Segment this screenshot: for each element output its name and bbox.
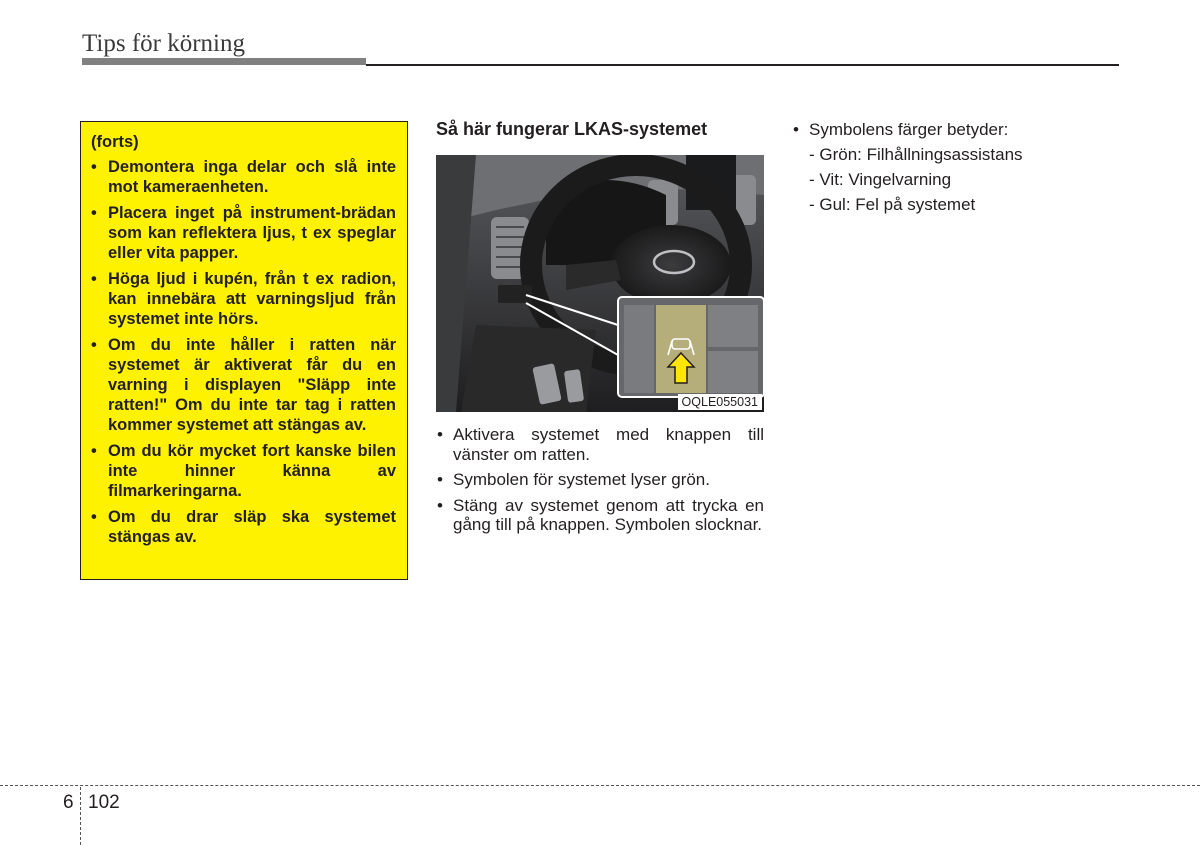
section-heading: Så här fungerar LKAS-systemet [436,119,708,139]
list-item: • Stäng av systemet genom att trycka en gång till på knappen. Symbolen slocknar. [436,496,764,535]
caution-heading: (forts) [91,133,139,151]
caution-list [91,157,396,547]
list-item: • Aktivera systemet med knappen till vänster om ratten. [436,425,764,464]
caution-item: • Höga ljud i kupén, från t ex radion, kan innebära att varningsljud från systemet inte hörs. [91,269,396,329]
dashboard-illustration [436,155,764,412]
caution-item: • Om du inte håller i ratten när systemet är aktiverat får du en varning i displayen "Släpp inte ratten!" Om du inte tar tag i ratten kommer systemet att stängas av. [91,335,396,435]
footer-divider [80,787,81,845]
color-line: - Gul: Fel på systemet [809,195,976,214]
caution-item: • Om du drar släp ska systemet stängas av. [91,507,396,547]
caution-box [80,121,408,580]
chapter-number: 6 [63,792,74,813]
caution-item: • Demontera inga delar och slå inte mot kameraenheten. [91,157,396,197]
color-line: - Grön: Filhållningsassistans [809,145,1023,164]
dashboard-photo [436,155,764,412]
caution-item: • Placera inget på instrument-brädan som kan reflektera ljus, t ex speglar eller vita papper. [91,203,396,263]
page-header-title: Tips för körning [82,30,245,57]
lkas-steps-list [436,425,764,541]
header-rule [366,64,1119,66]
footer-rule [0,785,1200,786]
symbol-colors-intro: • Symbolens färger betyder: [792,117,1112,142]
color-line: - Vit: Vingelvarning [809,170,952,189]
caution-item: • Om du kör mycket fort kanske bilen inte hinner känna av filmarkeringarna. [91,441,396,501]
symbol-colors [792,117,1112,217]
image-caption: OQLE055031 [678,394,762,410]
page-number: 102 [88,792,120,813]
header-rule-thick [82,58,366,65]
list-item: • Symbolen för systemet lyser grön. [436,470,764,490]
